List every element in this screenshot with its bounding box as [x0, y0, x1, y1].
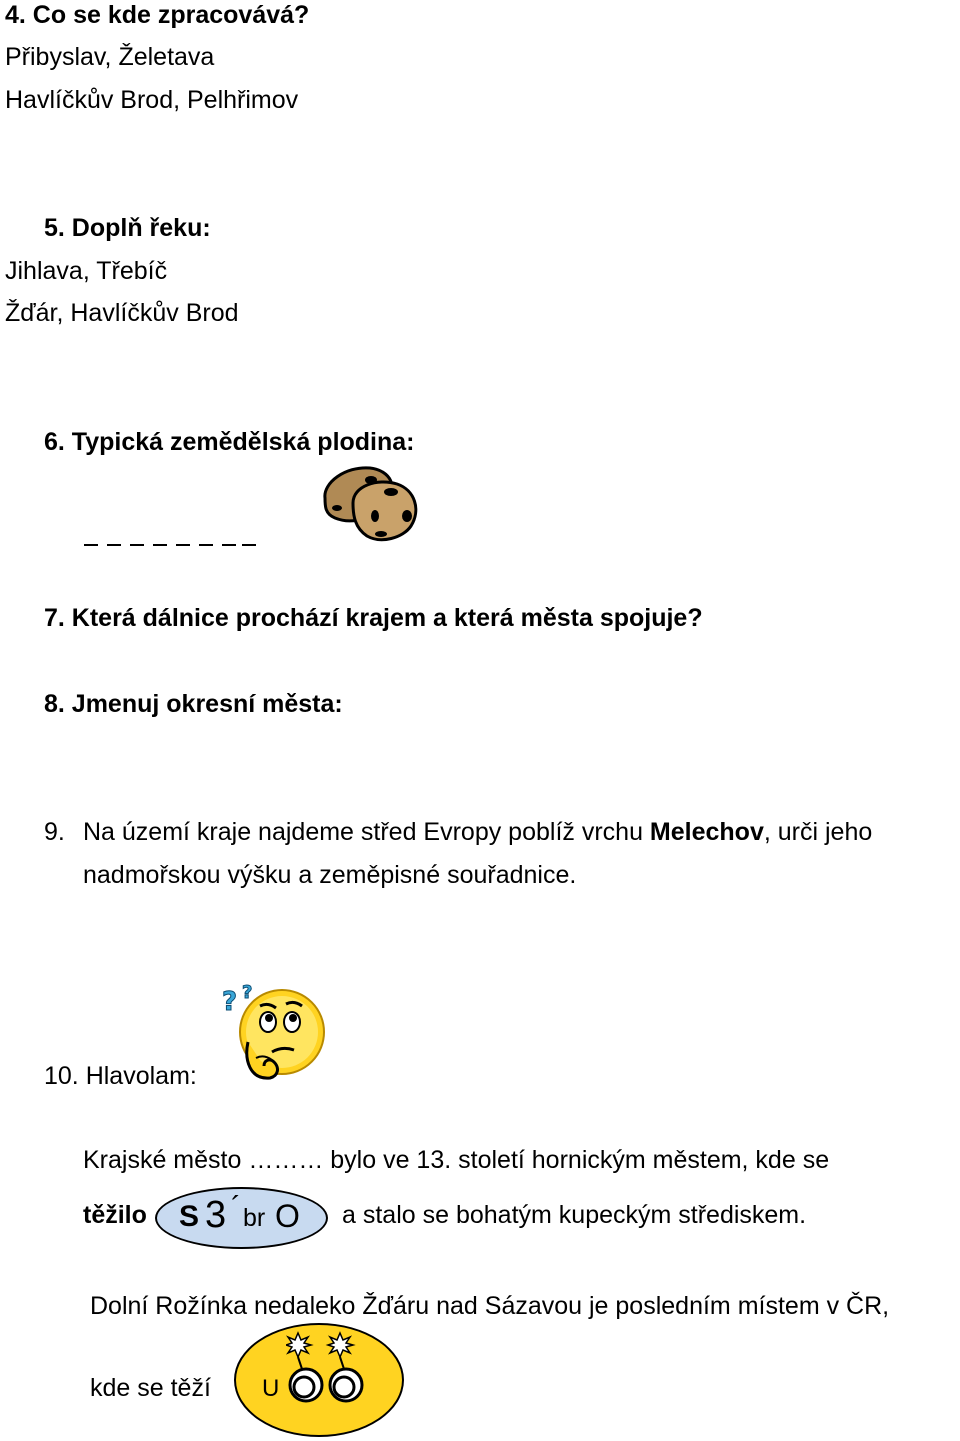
q4-line-2: Havlíčkův Brod, Pelhřimov — [5, 86, 299, 114]
q10-line-3: Dolní Rožínka nedaleko Žďáru nad Sázavou je posledním místem v ČR, — [90, 1292, 890, 1320]
q10-line-1: Krajské město ……… bylo ve 13. století hornickým městem, kde se — [83, 1146, 830, 1174]
q10-line-2: a stalo se bohatým kupeckým střediskem. — [342, 1201, 807, 1229]
rebus-letter-u: U — [262, 1375, 280, 1402]
bomb-icon — [286, 1331, 376, 1405]
q4-line-1: Přibyslav, Želetava — [5, 43, 215, 71]
svg-text:?: ? — [242, 982, 253, 1003]
q10-line-4: kde se těží — [90, 1374, 211, 1402]
svg-text:?: ? — [222, 987, 238, 1017]
q7-heading: 7. Která dálnice prochází krajem a která města spojuje? — [44, 604, 703, 632]
rebus-oval-yellow — [234, 1323, 404, 1437]
rebus-letter-o: O — [275, 1198, 300, 1234]
q4-heading: 4. Co se kde zpracovává? — [5, 1, 310, 29]
q9-line-1-b: , urči jeho — [763, 818, 873, 846]
rebus-oval-blue — [155, 1187, 328, 1249]
rebus-number-three: 3 — [205, 1194, 227, 1236]
q9-melechov: Melechov — [649, 818, 764, 846]
q5-line-1: Jihlava, Třebíč — [5, 257, 168, 285]
q8-heading: 8. Jmenuj okresní města: — [44, 690, 343, 718]
rebus-apostrophe: ´ — [231, 1191, 241, 1224]
q9-line-2: nadmořskou výšku a zeměpisné souřadnice. — [83, 861, 577, 889]
rebus-letters-br: br — [243, 1204, 266, 1232]
q10-tezilo: těžilo — [83, 1201, 147, 1229]
q9-line-1 — [83, 817, 872, 847]
q6-heading: 6. Typická zemědělská plodina: — [44, 428, 415, 456]
q10-heading: 10. Hlavolam: — [44, 1062, 197, 1090]
q5-line-2: Žďár, Havlíčkův Brod — [5, 299, 239, 327]
q9-line-1-a: Na území kraje najdeme střed Evropy poblíž vrchu — [83, 818, 650, 846]
potatoes-icon — [315, 458, 425, 548]
q9-number: 9. — [44, 818, 65, 846]
thinking-smiley-icon — [220, 980, 330, 1088]
rebus-letter-s: S — [179, 1200, 200, 1233]
q5-heading: 5. Doplň řeku: — [44, 214, 211, 242]
